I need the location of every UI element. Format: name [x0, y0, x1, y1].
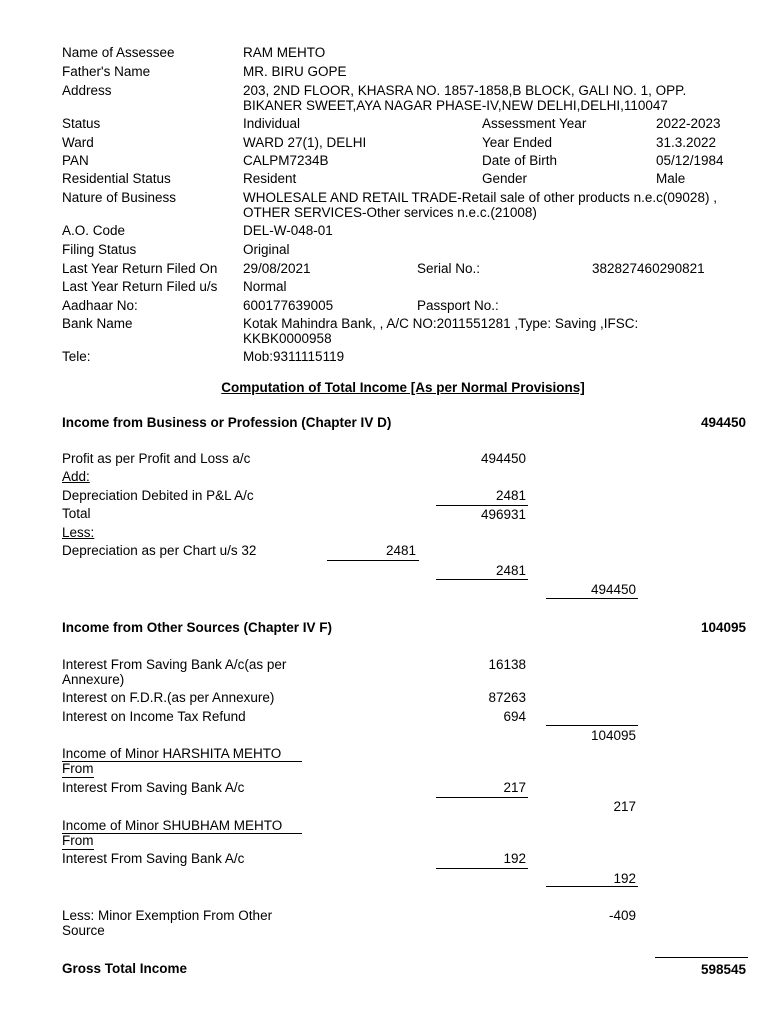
fdr-interest-label: Interest on F.D.R.(as per Annexure) [62, 690, 275, 705]
minor-1-interest-label: Interest From Saving Bank A/c [62, 780, 245, 795]
residential-status-label: Residential Status [62, 171, 171, 186]
ao-code-label: A.O. Code [62, 223, 126, 238]
ward-value: WARD 27(1), DELHI [243, 135, 367, 150]
divider [62, 849, 94, 850]
business-heading: Income from Business or Profession (Chapter IV D) [62, 415, 392, 430]
divider [436, 797, 528, 798]
depreciation-chart-label: Depreciation as per Chart u/s 32 [62, 543, 257, 558]
minor-1-label: Income of Minor HARSHITA MEHTO From [62, 746, 282, 776]
minor-exemption-label: Less: Minor Exemption From Other Source [62, 908, 273, 938]
fdr-interest-value: 87263 [488, 690, 526, 705]
aadhaar-label: Aadhaar No: [62, 298, 138, 313]
status-label: Status [62, 116, 101, 131]
divider [546, 725, 638, 726]
year-ended-label: Year Ended [482, 135, 553, 150]
minor-2-interest-value: 192 [503, 851, 526, 866]
minor-1-interest-value: 217 [503, 780, 526, 795]
saving-bank-interest-value: 16138 [488, 657, 526, 672]
depreciation-debited-value: 2481 [495, 488, 526, 503]
minor-2-label: Income of Minor SHUBHAM MEHTO From [62, 818, 283, 848]
last-return-section-label: Last Year Return Filed u/s [62, 279, 218, 294]
name-label: Name of Assessee [62, 45, 175, 60]
pan-value: CALPM7234B [243, 153, 329, 168]
assessee-name: RAM MEHTO [243, 45, 326, 60]
residential-status-value: Resident [243, 171, 297, 186]
filing-status-value: Original [243, 242, 290, 257]
total-value: 496931 [480, 507, 526, 522]
divider [436, 505, 528, 506]
pan-label: PAN [62, 153, 89, 168]
bank-label: Bank Name [62, 316, 133, 331]
filing-status-label: Filing Status [62, 242, 137, 257]
gender-label: Gender [482, 171, 528, 186]
minor-1-total: 217 [613, 799, 636, 814]
tax-refund-interest-value: 694 [503, 709, 526, 724]
last-return-date-label: Last Year Return Filed On [62, 261, 218, 276]
father-name: MR. BIRU GOPE [243, 64, 347, 79]
last-return-section-value: Normal [243, 279, 287, 294]
gender-value: Male [656, 171, 686, 186]
gross-total-value: 598545 [700, 962, 746, 977]
dob-label: Date of Birth [482, 153, 558, 168]
assessment-year-value: 2022-2023 [656, 116, 721, 131]
divider [655, 957, 748, 958]
status-value: Individual [243, 116, 301, 131]
divider [546, 886, 638, 887]
minor-2-interest-label: Interest From Saving Bank A/c [62, 851, 245, 866]
business-nature-value: WHOLESALE AND RETAIL TRADE-Retail sale of other products n.e.c(09028) , OTHER SERVICES-Other services n.e.c.(21008) [243, 190, 717, 220]
divider [436, 579, 528, 580]
tele-label: Tele: [62, 349, 91, 364]
ward-label: Ward [62, 135, 94, 150]
depreciation-debited-label: Depreciation Debited in P&L A/c [62, 488, 254, 503]
divider [62, 833, 302, 834]
saving-bank-interest-label: Interest From Saving Bank A/c(as per Annexure) [62, 657, 287, 687]
profit-value: 494450 [480, 451, 526, 466]
depreciation-chart-value: 2481 [385, 543, 416, 558]
divider [62, 761, 302, 762]
divider [62, 777, 94, 778]
serial-label: Serial No.: [417, 261, 481, 276]
father-label: Father's Name [62, 64, 151, 79]
business-nature-label: Nature of Business [62, 190, 177, 205]
total-label: Total [62, 506, 91, 521]
less-label: Less: [62, 525, 95, 540]
computation-title: Computation of Total Income [As per Normal Provisions] [221, 380, 585, 395]
other-sources-subtotal: 104095 [590, 728, 636, 743]
divider [546, 598, 638, 599]
tele-value: Mob:9311115119 [243, 349, 345, 364]
dob-value: 05/12/1984 [656, 153, 724, 168]
last-return-date-value: 29/08/2021 [243, 261, 311, 276]
gross-total-label: Gross Total Income [62, 961, 188, 976]
profit-label: Profit as per Profit and Loss a/c [62, 451, 251, 466]
divider [436, 868, 528, 869]
address-value: 203, 2ND FLOOR, KHASRA NO. 1857-1858,B BLOCK, GALI NO. 1, OPP. BIKANER SWEET,AYA NAGAR PHASE-IV,NEW DELHI,DELHI,110047 [243, 83, 687, 113]
business-net-value: 494450 [590, 582, 636, 597]
minor-2-total: 192 [613, 871, 636, 886]
tax-refund-interest-label: Interest on Income Tax Refund [62, 709, 246, 724]
year-ended-value: 31.3.2022 [656, 135, 717, 150]
address-label: Address [62, 83, 112, 98]
minor-exemption-value: -409 [608, 908, 636, 923]
other-sources-heading: Income from Other Sources (Chapter IV F) [62, 620, 333, 635]
less-total-value: 2481 [495, 563, 526, 578]
serial-value: 382827460290821 [592, 261, 705, 276]
ao-code-value: DEL-W-048-01 [243, 223, 333, 238]
divider [327, 560, 419, 561]
passport-label: Passport No.: [417, 298, 499, 313]
add-label: Add: [62, 469, 90, 484]
assessment-year-label: Assessment Year [482, 116, 587, 131]
business-total: 494450 [700, 415, 746, 430]
bank-value: Kotak Mahindra Bank, , A/C NO:2011551281 ,Type: Saving ,IFSC: KKBK0000958 [243, 316, 639, 346]
other-sources-total: 104095 [700, 620, 746, 635]
aadhaar-value: 600177639005 [243, 298, 334, 313]
